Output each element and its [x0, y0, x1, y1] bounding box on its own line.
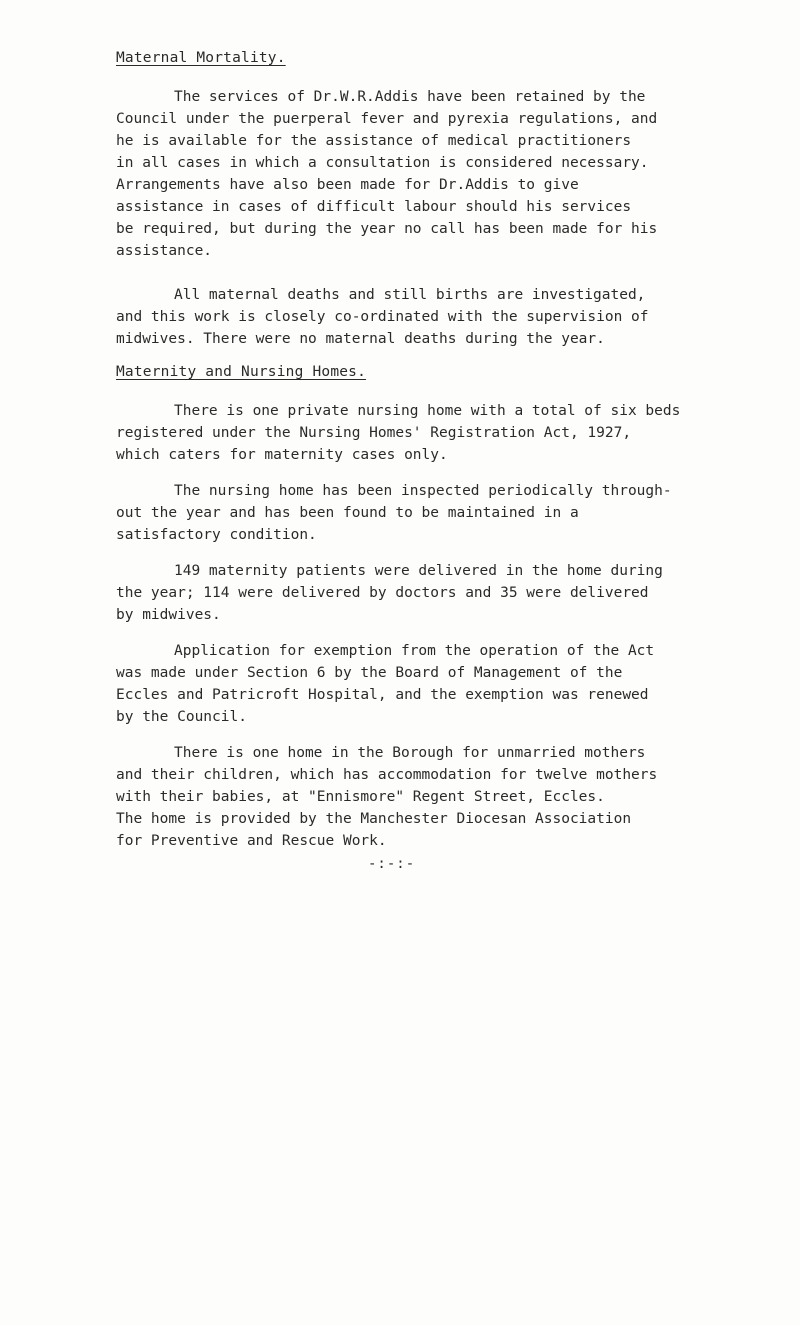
text-line: The nursing home has been inspected periodically through-	[174, 483, 672, 499]
text-line: Application for exemption from the operation of the Act	[174, 643, 655, 659]
text-line: There is one home in the Borough for unmarried mothers	[174, 745, 646, 761]
text-line: and their children, which has accommodation for twelve mothers	[116, 767, 658, 783]
text-line: by the Council.	[116, 709, 247, 725]
text-line: midwives. There were no maternal deaths during the year.	[116, 331, 605, 347]
text-line: assistance.	[116, 243, 213, 259]
paragraph-maternal-deaths	[116, 284, 800, 350]
text-line: All maternal deaths and still births are investigated,	[174, 287, 646, 303]
text-line: which caters for maternity cases only.	[116, 447, 448, 463]
text-line: satisfactory condition.	[116, 527, 317, 543]
paragraph-addis-services	[116, 86, 800, 262]
text-line: the year; 114 were delivered by doctors and 35 were delivered	[116, 585, 649, 601]
text-line: for Preventive and Rescue Work.	[116, 833, 387, 849]
paragraph-unmarried-mothers-home	[116, 742, 800, 852]
text-line: assistance in cases of difficult labour should his services	[116, 199, 632, 215]
paragraph-exemption	[116, 640, 800, 728]
text-line: The home is provided by the Manchester Diocesan Association	[116, 811, 632, 827]
section-heading-maternal-mortality: Maternal Mortality.	[116, 50, 286, 66]
text-line: The services of Dr.W.R.Addis have been retained by the	[174, 89, 646, 105]
paragraph-deliveries	[116, 560, 800, 626]
text-line: in all cases in which a consultation is considered necessary.	[116, 155, 649, 171]
text-line: be required, but during the year no call has been made for his	[116, 221, 658, 237]
text-line: with their babies, at "Ennismore" Regent Street, Eccles.	[116, 789, 605, 805]
text-line: was made under Section 6 by the Board of Management of the	[116, 665, 623, 681]
text-line: out the year and has been found to be maintained in a	[116, 505, 579, 521]
text-line: 149 maternity patients were delivered in the home during	[174, 563, 663, 579]
text-line: he is available for the assistance of medical practitioners	[116, 133, 632, 149]
text-line: and this work is closely co-ordinated with the supervision of	[116, 309, 649, 325]
text-line: Council under the puerperal fever and pyrexia regulations, and	[116, 111, 658, 127]
text-line: There is one private nursing home with a total of six beds	[174, 403, 681, 419]
text-line: registered under the Nursing Homes' Registration Act, 1927,	[116, 425, 632, 441]
text-line: Arrangements have also been made for Dr.Addis to give	[116, 177, 579, 193]
text-line: by midwives.	[116, 607, 221, 623]
text-line: Eccles and Patricroft Hospital, and the exemption was renewed	[116, 687, 649, 703]
paragraph-inspection	[116, 480, 800, 546]
paragraph-private-nursing-home	[116, 400, 800, 466]
closing-mark: -:-:-	[368, 856, 416, 872]
section-heading-maternity-homes: Maternity and Nursing Homes.	[116, 364, 367, 380]
